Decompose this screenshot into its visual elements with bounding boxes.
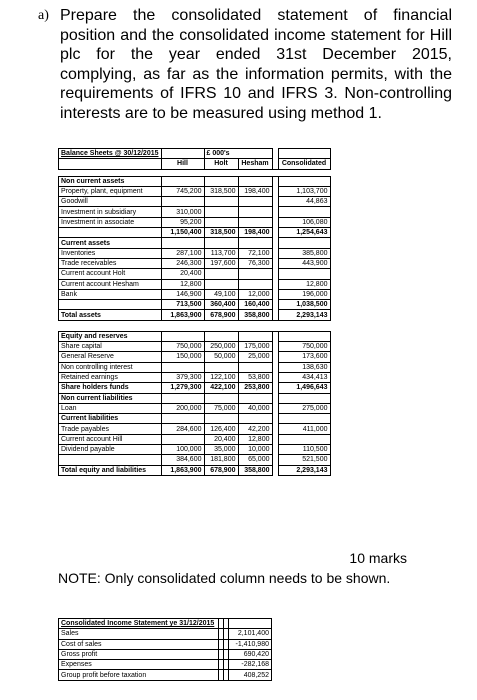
- row-label: Dividend payable: [59, 445, 162, 455]
- cell-value: 100,000: [161, 445, 204, 455]
- cell-value: 200,000: [161, 403, 204, 413]
- consolidated-value: 173,600: [278, 352, 330, 362]
- table-row: [59, 414, 331, 424]
- table-row: [59, 383, 331, 393]
- row-label: Current account Holt: [59, 269, 162, 279]
- table-row: [59, 424, 331, 434]
- cell-value: [238, 197, 272, 207]
- table-row: [59, 176, 331, 186]
- cell-value: [238, 176, 272, 186]
- cell-value: 12,800: [161, 279, 204, 289]
- cell-value: [204, 176, 238, 186]
- marks-label: 10 marks: [349, 550, 407, 566]
- row-label: Group profit before taxation: [59, 670, 219, 680]
- cell-value: 72,100: [238, 248, 272, 258]
- row-label: Investment in associate: [59, 217, 162, 227]
- cell-value: 318,500: [204, 186, 238, 196]
- row-label: Trade receivables: [59, 258, 162, 268]
- cell-value: [204, 414, 238, 424]
- cell-value: 358,800: [238, 310, 272, 320]
- cell-value: [161, 362, 204, 372]
- cell-value: 2,101,400: [229, 629, 272, 639]
- row-label: Non current assets: [59, 176, 162, 186]
- row-label: Current account Hesham: [59, 279, 162, 289]
- cell-value: [238, 362, 272, 372]
- cell-value: 65,000: [238, 455, 272, 465]
- cell-value: 25,000: [238, 352, 272, 362]
- consolidated-value: 110,500: [278, 445, 330, 455]
- consolidated-value: 434,413: [278, 372, 330, 382]
- consolidated-value: [278, 207, 330, 217]
- cell-value: 318,500: [204, 228, 238, 238]
- cell-value: [204, 217, 238, 227]
- income-statement-title: Consolidated Income Statement ye 31/12/2015: [59, 619, 219, 629]
- cell-value: 713,500: [161, 300, 204, 310]
- cell-value: 12,000: [238, 289, 272, 299]
- cell-value: 42,200: [238, 424, 272, 434]
- consolidated-value: 411,000: [278, 424, 330, 434]
- row-label: Share capital: [59, 342, 162, 352]
- table-row: [59, 331, 331, 341]
- cell-value: 126,400: [204, 424, 238, 434]
- row-label: Non current liabilities: [59, 393, 162, 403]
- cell-value: 379,300: [161, 372, 204, 382]
- cell-value: [204, 207, 238, 217]
- cell-value: 1,279,300: [161, 383, 204, 393]
- consolidated-value: 750,000: [278, 342, 330, 352]
- cell-value: 253,800: [238, 383, 272, 393]
- consolidated-value: 196,000: [278, 289, 330, 299]
- cell-value: [238, 269, 272, 279]
- cell-value: 360,400: [204, 300, 238, 310]
- row-label: Gross profit: [59, 649, 219, 659]
- consolidated-value: 275,000: [278, 403, 330, 413]
- row-label: Total equity and liabilities: [59, 465, 162, 475]
- row-label: Inventories: [59, 248, 162, 258]
- table-row: [59, 362, 331, 372]
- cell-value: 20,400: [161, 269, 204, 279]
- cell-value: [161, 434, 204, 444]
- cell-value: [238, 279, 272, 289]
- row-label: Trade payables: [59, 424, 162, 434]
- cell-value: -282,168: [229, 660, 272, 670]
- table-row: [59, 310, 331, 320]
- cell-value: 1,863,900: [161, 465, 204, 475]
- column-header: Hill: [161, 159, 204, 169]
- table-row: [59, 197, 331, 207]
- consolidated-value: 521,500: [278, 455, 330, 465]
- cell-value: 284,600: [161, 424, 204, 434]
- cell-value: [204, 362, 238, 372]
- cell-value: 175,000: [238, 342, 272, 352]
- table-row: [59, 207, 331, 217]
- cell-value: [204, 393, 238, 403]
- cell-value: [161, 238, 204, 248]
- row-label: Current liabilities: [59, 414, 162, 424]
- table-row: [59, 660, 272, 670]
- cell-value: 287,100: [161, 248, 204, 258]
- table-row: [59, 455, 331, 465]
- row-label: Loan: [59, 403, 162, 413]
- cell-value: [204, 331, 238, 341]
- consolidated-value: [278, 393, 330, 403]
- table-row: [59, 238, 331, 248]
- row-label: Bank: [59, 289, 162, 299]
- cell-value: 422,100: [204, 383, 238, 393]
- cell-value: [238, 331, 272, 341]
- cell-value: 197,600: [204, 258, 238, 268]
- cell-value: 358,800: [238, 465, 272, 475]
- consolidated-value: [278, 238, 330, 248]
- cell-value: [238, 238, 272, 248]
- row-label: Investment in subsidiary: [59, 207, 162, 217]
- consolidated-value: 12,800: [278, 279, 330, 289]
- row-label: Share holders funds: [59, 383, 162, 393]
- consolidated-value: 385,800: [278, 248, 330, 258]
- row-label: Expenses: [59, 660, 219, 670]
- cell-value: 35,000: [204, 445, 238, 455]
- cell-value: 53,800: [238, 372, 272, 382]
- income-statement-table: [58, 618, 272, 681]
- cell-value: [161, 414, 204, 424]
- cell-value: 40,000: [238, 403, 272, 413]
- cell-value: 408,252: [229, 670, 272, 680]
- column-header: Hesham: [238, 159, 272, 169]
- table-row: [59, 186, 331, 196]
- table-row: [59, 445, 331, 455]
- column-header: Holt: [204, 159, 238, 169]
- consolidated-value: 1,103,700: [278, 186, 330, 196]
- cell-value: [161, 331, 204, 341]
- consolidated-value: [278, 269, 330, 279]
- consolidated-value: 2,293,143: [278, 465, 330, 475]
- consolidated-value: 1,254,643: [278, 228, 330, 238]
- cell-value: [204, 197, 238, 207]
- row-label: Current assets: [59, 238, 162, 248]
- note-text: NOTE: Only consolidated column needs to be shown.: [58, 570, 391, 586]
- unit-label: £ 000's: [204, 149, 238, 159]
- cell-value: 122,100: [204, 372, 238, 382]
- column-header: Consolidated: [278, 159, 330, 169]
- cell-value: [161, 176, 204, 186]
- row-label: Equity and reserves: [59, 331, 162, 341]
- column-header-row: [59, 159, 331, 169]
- row-label: Total assets: [59, 310, 162, 320]
- consolidated-value: 1,496,643: [278, 383, 330, 393]
- cell-value: [204, 279, 238, 289]
- table-row: [59, 279, 331, 289]
- cell-value: [204, 238, 238, 248]
- row-label: [59, 228, 162, 238]
- table-row: [59, 289, 331, 299]
- cell-value: [204, 269, 238, 279]
- cell-value: 246,300: [161, 258, 204, 268]
- question-label: a): [38, 8, 49, 23]
- table-row: [59, 269, 331, 279]
- cell-value: 310,000: [161, 207, 204, 217]
- cell-value: 150,000: [161, 352, 204, 362]
- cell-value: 181,800: [204, 455, 238, 465]
- cell-value: 75,000: [204, 403, 238, 413]
- consolidated-value: [278, 176, 330, 186]
- cell-value: 95,200: [161, 217, 204, 227]
- cell-value: 678,900: [204, 465, 238, 475]
- table-row: [59, 434, 331, 444]
- table-row: [59, 393, 331, 403]
- cell-value: [238, 207, 272, 217]
- row-label: Current account Hill: [59, 434, 162, 444]
- row-label: Property, plant, equipment: [59, 186, 162, 196]
- table-row: [59, 372, 331, 382]
- table-row: [59, 342, 331, 352]
- row-label: Cost of sales: [59, 639, 219, 649]
- table-row: [59, 248, 331, 258]
- cell-value: 146,900: [161, 289, 204, 299]
- cell-value: 50,000: [204, 352, 238, 362]
- cell-value: 198,400: [238, 186, 272, 196]
- row-label: Sales: [59, 629, 219, 639]
- consolidated-value: 44,863: [278, 197, 330, 207]
- cell-value: 198,400: [238, 228, 272, 238]
- cell-value: [238, 414, 272, 424]
- table-row: [59, 217, 331, 227]
- question-block: [38, 6, 452, 123]
- row-label: General Reserve: [59, 352, 162, 362]
- cell-value: 12,800: [238, 434, 272, 444]
- cell-value: [238, 217, 272, 227]
- consolidated-value: 106,080: [278, 217, 330, 227]
- cell-value: [161, 393, 204, 403]
- table-row: [59, 639, 272, 649]
- consolidated-value: 1,038,500: [278, 300, 330, 310]
- cell-value: 160,400: [238, 300, 272, 310]
- table-row: [59, 670, 272, 680]
- cell-value: 750,000: [161, 342, 204, 352]
- row-label: [59, 300, 162, 310]
- row-label: Goodwill: [59, 197, 162, 207]
- cell-value: 1,863,900: [161, 310, 204, 320]
- consolidated-value: [278, 331, 330, 341]
- cell-value: -1,410,980: [229, 639, 272, 649]
- consolidated-value: 443,900: [278, 258, 330, 268]
- cell-value: 49,100: [204, 289, 238, 299]
- table-row: [59, 352, 331, 362]
- cell-value: 250,000: [204, 342, 238, 352]
- cell-value: 1,150,400: [161, 228, 204, 238]
- balance-sheet-table: [58, 148, 331, 476]
- consolidated-value: [278, 414, 330, 424]
- table-row: [59, 649, 272, 659]
- cell-value: 20,400: [204, 434, 238, 444]
- table-row: [59, 258, 331, 268]
- cell-value: 690,420: [229, 649, 272, 659]
- consolidated-value: [278, 434, 330, 444]
- row-label: Retained earnings: [59, 372, 162, 382]
- table-row: [59, 300, 331, 310]
- cell-value: [161, 197, 204, 207]
- cell-value: 384,600: [161, 455, 204, 465]
- cell-value: [238, 393, 272, 403]
- table-row: [59, 465, 331, 475]
- row-label: [59, 455, 162, 465]
- row-label: Non controlling interest: [59, 362, 162, 372]
- table-row: [59, 403, 331, 413]
- cell-value: 113,700: [204, 248, 238, 258]
- table-row: [59, 228, 331, 238]
- cell-value: 10,000: [238, 445, 272, 455]
- balance-sheet-title: Balance Sheets @ 30/12/2015: [59, 149, 162, 159]
- question-text: Prepare the consolidated statement of financial position and the consolidated income statement for Hill plc for the year ended 31st December 2015, complying, as far as the information permits, with the requirements of IFRS 10 and IFRS 3. Non-controlling interests are to be measured using method 1.: [60, 7, 452, 122]
- cell-value: 678,900: [204, 310, 238, 320]
- consolidated-value: 2,293,143: [278, 310, 330, 320]
- table-row: [59, 629, 272, 639]
- cell-value: 76,300: [238, 258, 272, 268]
- consolidated-value: 138,630: [278, 362, 330, 372]
- cell-value: 745,200: [161, 186, 204, 196]
